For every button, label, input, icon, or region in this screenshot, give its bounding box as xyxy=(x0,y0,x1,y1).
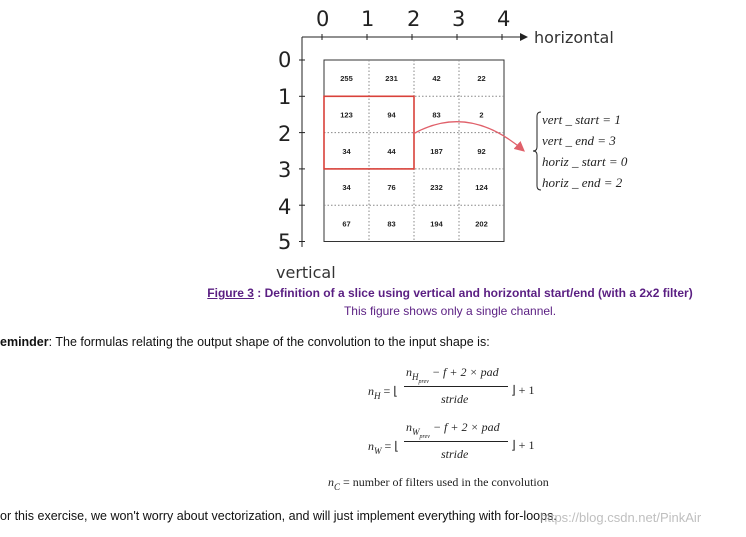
grid-cell-value: 255 xyxy=(340,74,353,84)
formula-nw-tail: ⌋ + 1 xyxy=(511,438,535,452)
reminder-label: eminder xyxy=(0,335,49,349)
figure-caption xyxy=(0,286,746,300)
horizontal-tick-4: 4 xyxy=(497,7,511,31)
vertical-tick-5: 5 xyxy=(278,230,292,254)
formula-nh-tail: ⌋ + 1 xyxy=(511,383,535,397)
grid-cell-value: 34 xyxy=(342,146,351,156)
watermark-text: https://blog.csdn.net/PinkAir xyxy=(540,510,702,525)
grid-cell-value: 34 xyxy=(342,183,351,193)
grid-cell-value: 22 xyxy=(477,74,486,84)
horizontal-axis-label: horizontal xyxy=(534,28,614,47)
grid-cell-value: 124 xyxy=(475,183,488,193)
grid-cell-value: 44 xyxy=(387,146,396,156)
formula-nh-denominator: stride xyxy=(441,392,469,406)
grid-cell-value: 123 xyxy=(340,110,353,120)
grid-cell-value: 232 xyxy=(430,183,443,193)
formula-nh-lhs: $n_H$ = ⌊ xyxy=(368,384,398,401)
horiz-end-label: horiz _ end = 2 xyxy=(542,175,623,190)
grid-cell-value: 76 xyxy=(387,183,396,193)
horizontal-tick-0: 0 xyxy=(316,7,330,31)
grid-cell-value: 83 xyxy=(387,219,396,229)
grid-cell-value: 83 xyxy=(432,110,441,120)
slice-arrow xyxy=(413,122,523,150)
figure-caption-title: : Definition of a slice using vertical and horizontal start/end (with a 2x2 filter) xyxy=(253,286,693,300)
vert-start-label: vert _ start = 1 xyxy=(542,112,621,127)
formula-nh-fraction-bar xyxy=(404,386,508,387)
grid-cell-value: 92 xyxy=(477,146,486,156)
horizontal-tick-1: 1 xyxy=(361,7,375,31)
formula-nw-denominator: stride xyxy=(441,447,469,461)
exercise-note: or this exercise, we won't worry about vectorization, and will just implement everything with for-loops. xyxy=(0,509,557,523)
grid-cell-value: 187 xyxy=(430,146,443,156)
grid-cell-value: 231 xyxy=(385,74,398,84)
formula-nh-numerator: $n_{Hprev} - f + 2$ × pad xyxy=(406,365,499,385)
figure-link[interactable]: Figure 3 xyxy=(207,286,254,300)
formula-nw-fraction-bar xyxy=(404,441,508,442)
vertical-axis-label: vertical xyxy=(276,263,336,282)
horiz-start-label: horiz _ start = 0 xyxy=(542,154,628,169)
formula-nw-numerator: $n_{Wprev} - f + 2$ × pad xyxy=(406,420,500,440)
vertical-tick-2: 2 xyxy=(278,122,292,146)
grid-cell-value: 2 xyxy=(479,110,484,120)
grid-cell-value: 194 xyxy=(430,219,443,229)
brace-icon xyxy=(533,112,541,190)
grid-cell-value: 94 xyxy=(387,110,396,120)
vertical-tick-4: 4 xyxy=(278,195,292,219)
grid-cell-value: 202 xyxy=(475,219,488,229)
figure-subcaption: This figure shows only a single channel. xyxy=(343,304,557,318)
horizontal-tick-3: 3 xyxy=(452,7,466,31)
reminder-paragraph xyxy=(0,335,490,350)
vertical-tick-1: 1 xyxy=(278,85,292,109)
vert-end-label: vert _ end = 3 xyxy=(542,133,616,148)
reminder-text: : The formulas relating the output shape of the convolution to the input shape is: xyxy=(48,335,490,349)
vertical-tick-0: 0 xyxy=(278,48,292,72)
formula-nc: $n_C$ = number of filters used in the convolution xyxy=(328,475,549,492)
grid-cell-value: 42 xyxy=(432,74,441,84)
grid-cell-value: 67 xyxy=(342,219,351,229)
horizontal-tick-2: 2 xyxy=(407,7,421,31)
formula-nw-lhs: $n_W$ = ⌊ xyxy=(368,439,399,456)
vertical-tick-3: 3 xyxy=(278,158,292,182)
